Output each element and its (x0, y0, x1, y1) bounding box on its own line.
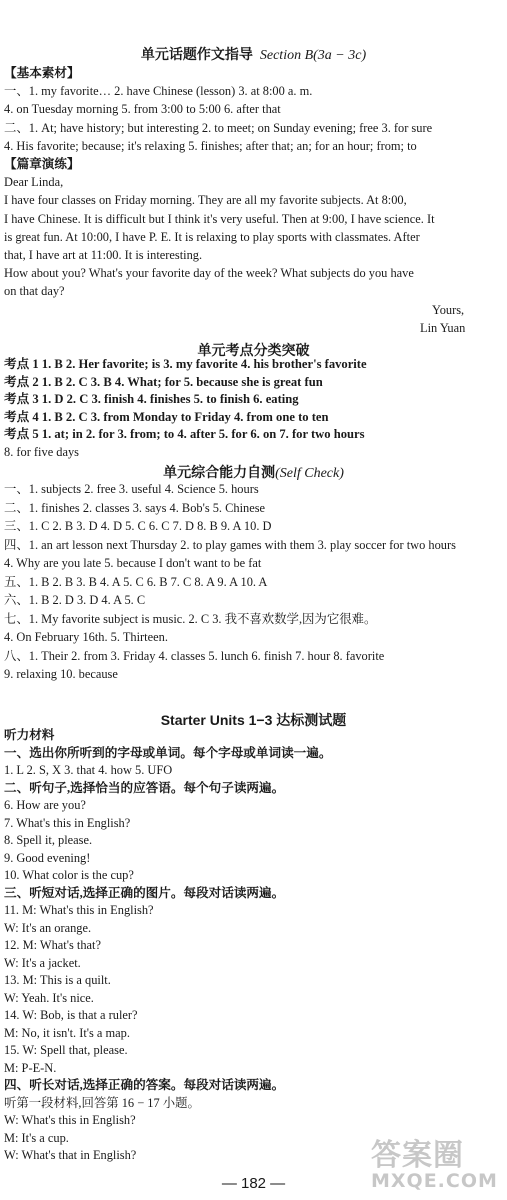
blockC-line: 五、1. B 2. B 3. B 4. A 5. C 6. B 7. C 8. A 9. A 10. A (4, 574, 268, 589)
blockB-line: 考点 5 1. at; in 2. for 3. from; to 4. after 5. for 6. on 7. for two hours (4, 427, 365, 441)
signature-name: Lin Yuan (420, 321, 466, 335)
heading-starter-test: Starter Units 1−3 达标测试题 (160, 712, 347, 728)
blockD-line: M: It's a cup. (4, 1130, 69, 1145)
heading-self-check-italic: (Self Check) (275, 466, 344, 481)
blockD-line: 13. M: This is a quilt. (4, 973, 111, 987)
blockD-line: 二、听句子,选择恰当的应答语。每个句子读两遍。 (4, 780, 285, 795)
blockA-line: on that day? (4, 284, 65, 299)
blockD-line: W: What's that in English? (4, 1148, 137, 1162)
signature-yours: Yours, (432, 303, 465, 317)
blockD-line: W: Yeah. It's nice. (4, 990, 94, 1005)
blockA-line: that, I have art at 11:00. It is interesting. (4, 248, 203, 262)
blockD-line: 一、选出你所听到的字母或单词。每个字母或单词读一遍。 (4, 745, 332, 760)
blockD-line: 三、听短对话,选择正确的图片。每段对话读两遍。 (4, 885, 285, 900)
blockC-line: 八、1. Their 2. from 3. Friday 4. classes 5. lunch 6. finish 7. hour 8. favorite (4, 648, 385, 663)
heading-writing-guide: 单元话题作文指导 Section B(3a − 3c) (140, 48, 367, 63)
blockC-line: 七、1. My favorite subject is music. 2. C 3. 我不喜欢数学,因为它很难。 (4, 611, 377, 626)
blockD-line: M: No, it isn't. It's a map. (4, 1025, 130, 1040)
blockD-line: 14. W: Bob, is that a ruler? (4, 1008, 138, 1022)
blockA-line: 一、1. my favorite… 2. have Chinese (lesson) 3. at 8:00 a. m. (4, 84, 313, 99)
blockC-line: 一、1. subjects 2. free 3. useful 4. Science 5. hours (4, 482, 259, 496)
blockB-line: 考点 3 1. D 2. C 3. finish 4. finishes 5. to finish 6. eating (4, 392, 299, 406)
watermark-small: MXQE.COM (371, 1170, 498, 1192)
page-number: — 182 — (221, 1175, 286, 1192)
blockD-line: 11. M: What's this in English? (4, 903, 154, 917)
blockB-line: 考点 1 1. B 2. Her favorite; is 3. my favorite 4. his brother's favorite (4, 357, 367, 371)
blockC-line: 9. relaxing 10. because (4, 667, 118, 681)
blockD-line: 7. What's this in English? (4, 815, 131, 830)
blockD-line: W: It's a jacket. (4, 955, 81, 970)
blockC-line: 4. Why are you late 5. because I don't want to be fat (4, 556, 262, 570)
blockB-line: 考点 2 1. B 2. C 3. B 4. What; for 5. because she is great fun (4, 374, 323, 389)
blockA-line: I have four classes on Friday morning. They are all my favorite subjects. At 8:00, (4, 193, 407, 208)
blockD-line: 12. M: What's that? (4, 938, 101, 952)
watermark-logo (371, 1130, 499, 1190)
heading-self-check: 单元综合能力自测(Self Check) (163, 466, 344, 481)
blockD-line: 四、听长对话,选择正确的答案。每段对话读两遍。 (4, 1078, 285, 1092)
blockD-line: W: What's this in English? (4, 1113, 136, 1127)
blockC-line: 4. On February 16th. 5. Thirteen. (4, 630, 168, 644)
blockC-line: 三、1. C 2. B 3. D 4. D 5. C 6. C 7. D 8. B 9. A 10. D (4, 519, 272, 533)
blockD-line: M: P-E-N. (4, 1060, 57, 1075)
blockD-line: 6. How are you? (4, 798, 86, 812)
blockD-line: W: It's an orange. (4, 920, 92, 935)
heading-writing-guide-section: Section B(3a − 3c) (259, 48, 367, 63)
blockA-line: is great fun. At 10:00, I have P. E. It is relaxing to play sports with classmates. After (4, 229, 420, 244)
blockB-line: 8. for five days (4, 444, 80, 459)
blockA-line: 二、1. At; have history; but interesting 2. to meet; on Sunday evening; free 3. for sure (4, 120, 433, 135)
blockA-line: 4. on Tuesday morning 5. from 3:00 to 5:00 6. after that (4, 102, 281, 117)
watermark-big: 答案圈 (371, 1138, 464, 1173)
heading-key-points: 单元考点分类突破 (197, 344, 310, 359)
blockD-line: 8. Spell it, please. (4, 833, 93, 847)
blockD-line: 1. L 2. S, X 3. that 4. how 5. UFO (4, 763, 173, 777)
blockA-line: 4. His favorite; because; it's relaxing 5. finishes; after that; an; for an hour; from; to (4, 138, 417, 153)
blockC-line: 二、1. finishes 2. classes 3. says 4. Bob's 5. Chinese (4, 500, 266, 515)
blockC-line: 六、1. B 2. D 3. D 4. A 5. C (4, 593, 146, 607)
blockD-line: 听力材料 (4, 728, 55, 742)
blockB-line: 考点 4 1. B 2. C 3. from Monday to Friday 4. from one to ten (4, 409, 329, 424)
blockD-line: 15. W: Spell that, please. (4, 1043, 128, 1057)
blockD-line: 听第一段材料,回答第 16 − 17 小题。 (4, 1095, 200, 1110)
blockC-line: 四、1. an art lesson next Thursday 2. to play games with them 3. play soccer for two hours (4, 537, 456, 552)
blockA-line: Dear Linda, (4, 175, 64, 190)
blockA-line: How about you? What's your favorite day of the week? What subjects do you have (4, 266, 414, 281)
blockA-line: 【基本素材】 (4, 66, 80, 80)
blockA-line: I have Chinese. It is difficult but I think it's very useful. Then at 9:00, I have science. It (4, 211, 435, 226)
blockD-line: 10. What color is the cup? (4, 868, 134, 882)
blockD-line: 9. Good evening! (4, 850, 91, 865)
blockA-line: 【篇章演练】 (4, 157, 80, 171)
